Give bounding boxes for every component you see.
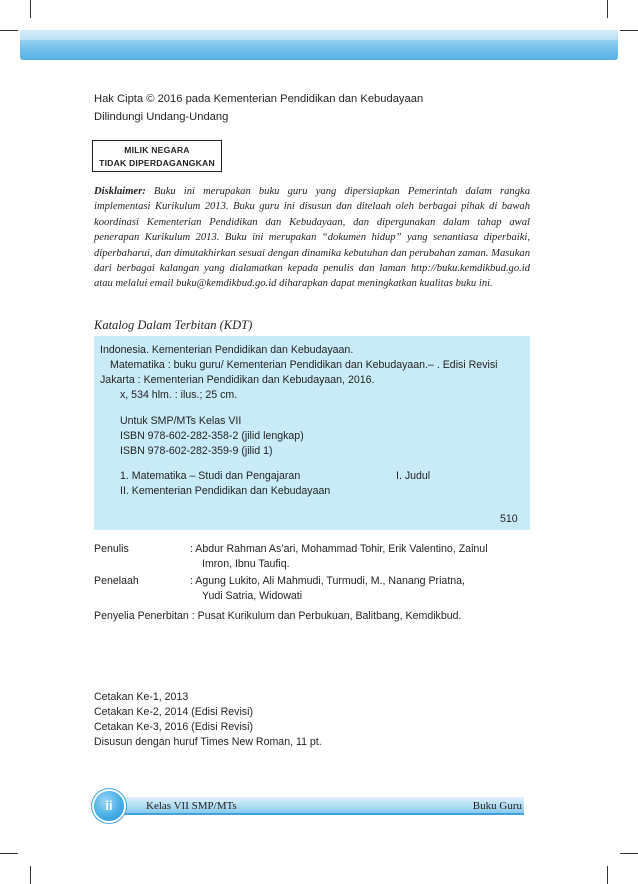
stamp-line-2: TIDAK DIPERDAGANGKAN: [99, 158, 215, 168]
printing-3: Cetakan Ke-3, 2016 (Edisi Revisi): [94, 721, 253, 733]
kdt-title: Katalog Dalam Terbitan (KDT): [94, 318, 253, 332]
kdt-subject-title: I. Judul: [396, 470, 431, 482]
kdt-physical: x, 534 hlm. : ilus.; 25 cm.: [120, 389, 238, 401]
writers-line-2: Imron, Ibnu Taufiq.: [202, 558, 290, 570]
copyright-line: Hak Cipta © 2016 pada Kementerian Pendidikan dan Kebudayaan: [94, 93, 424, 105]
crop-mark-top-left-v: [30, 0, 31, 18]
protected-line: Dilindungi Undang-Undang: [94, 111, 229, 123]
kdt-class-number: 510: [500, 513, 518, 525]
kdt-audience: Untuk SMP/MTs Kelas VII: [120, 415, 242, 427]
kdt-title-entry: Matematika : buku guru/ Kementerian Pendidikan dan Kebudayaan.– . Edisi Revisi: [110, 359, 498, 371]
header-band: [20, 30, 618, 60]
stamp-line-1: MILIK NEGARA: [124, 145, 190, 155]
publishing-supervisor: Penyelia Penerbitan : Pusat Kurikulum dan Perbukuan, Balitbang, Kemdikbud.: [94, 610, 462, 622]
crop-mark-bottom-left-h: [0, 853, 18, 854]
kdt-box: [94, 336, 530, 530]
crop-mark-top-right-h: [620, 30, 638, 31]
crop-mark-bottom-right-v: [607, 866, 608, 884]
printing-2: Cetakan Ke-2, 2014 (Edisi Revisi): [94, 706, 253, 718]
disclaimer-label: Disklaimer:: [94, 186, 146, 197]
writers-line-1: : Abdur Rahman As’ari, Mohammad Tohir, Erik Valentino, Zainul: [190, 543, 488, 555]
kdt-publisher: Jakarta : Kementerian Pendidikan dan Kebudayaan, 2016.: [100, 374, 375, 386]
footer-book-type: Buku Guru: [472, 800, 522, 812]
printing-history: [94, 690, 322, 750]
page-number-badge: ii: [94, 791, 124, 821]
crop-mark-bottom-right-h: [620, 853, 638, 854]
reviewers-label: Penelaah: [94, 575, 139, 587]
kdt-subject-1: 1. Matematika – Studi dan Pengajaran: [120, 470, 301, 482]
reviewers-line-2: Yudi Satria, Widowati: [202, 590, 303, 602]
kdt-isbn-full: ISBN 978-602-282-358-2 (jilid lengkap): [120, 430, 304, 442]
kdt-author-entry: Indonesia. Kementerian Pendidikan dan Kebudayaan.: [100, 344, 354, 356]
typeface-note: Disusun dengan huruf Times New Roman, 11 pt.: [94, 736, 322, 748]
disclaimer-paragraph: [94, 184, 530, 292]
reviewers-line-1: : Agung Lukito, Ali Mahmudi, Turmudi, M., Nanang Priatna,: [190, 575, 465, 587]
printing-1: Cetakan Ke-1, 2013: [94, 691, 189, 703]
crop-mark-top-right-v: [607, 0, 608, 18]
crop-mark-top-left-h: [0, 30, 18, 31]
state-property-stamp: [92, 140, 222, 172]
crop-mark-bottom-left-v: [30, 866, 31, 884]
kdt-isbn-volume: ISBN 978-602-282-359-9 (jilid 1): [120, 445, 273, 457]
kdt-subject-2: II. Kementerian Pendidikan dan Kebudayaan: [120, 485, 331, 497]
writers-label: Penulis: [94, 543, 129, 555]
disclaimer-text: Buku ini merupakan buku guru yang dipersiapkan Pemerintah dalam rangka implementasi Kurikulum 2013. Buku guru ini disusun dan ditelaah oleh berbagai pihak di bawah koordinasi Kementerian Pendidikan dan Kebudayaan, dan dipergunakan dalam tahap awal penerapan Kurikulum 2013. Buku ini merupakan “dokumen hidup” yang senantiasa diperbaiki, diperbaharui, dan dimutakhirkan sesuai dengan dinamika kebutuhan dan perubahan zaman. Masukan dari berbagai kalangan yang dialamatkan kepada penulis dan laman http://buku.kemdikbud.go.id atau melalui email buku@kemdikbud.go.id diharapkan dapat meningkatkan kualitas buku ini.: [94, 186, 530, 290]
footer-book-class: Kelas VII SMP/MTs: [146, 800, 237, 812]
